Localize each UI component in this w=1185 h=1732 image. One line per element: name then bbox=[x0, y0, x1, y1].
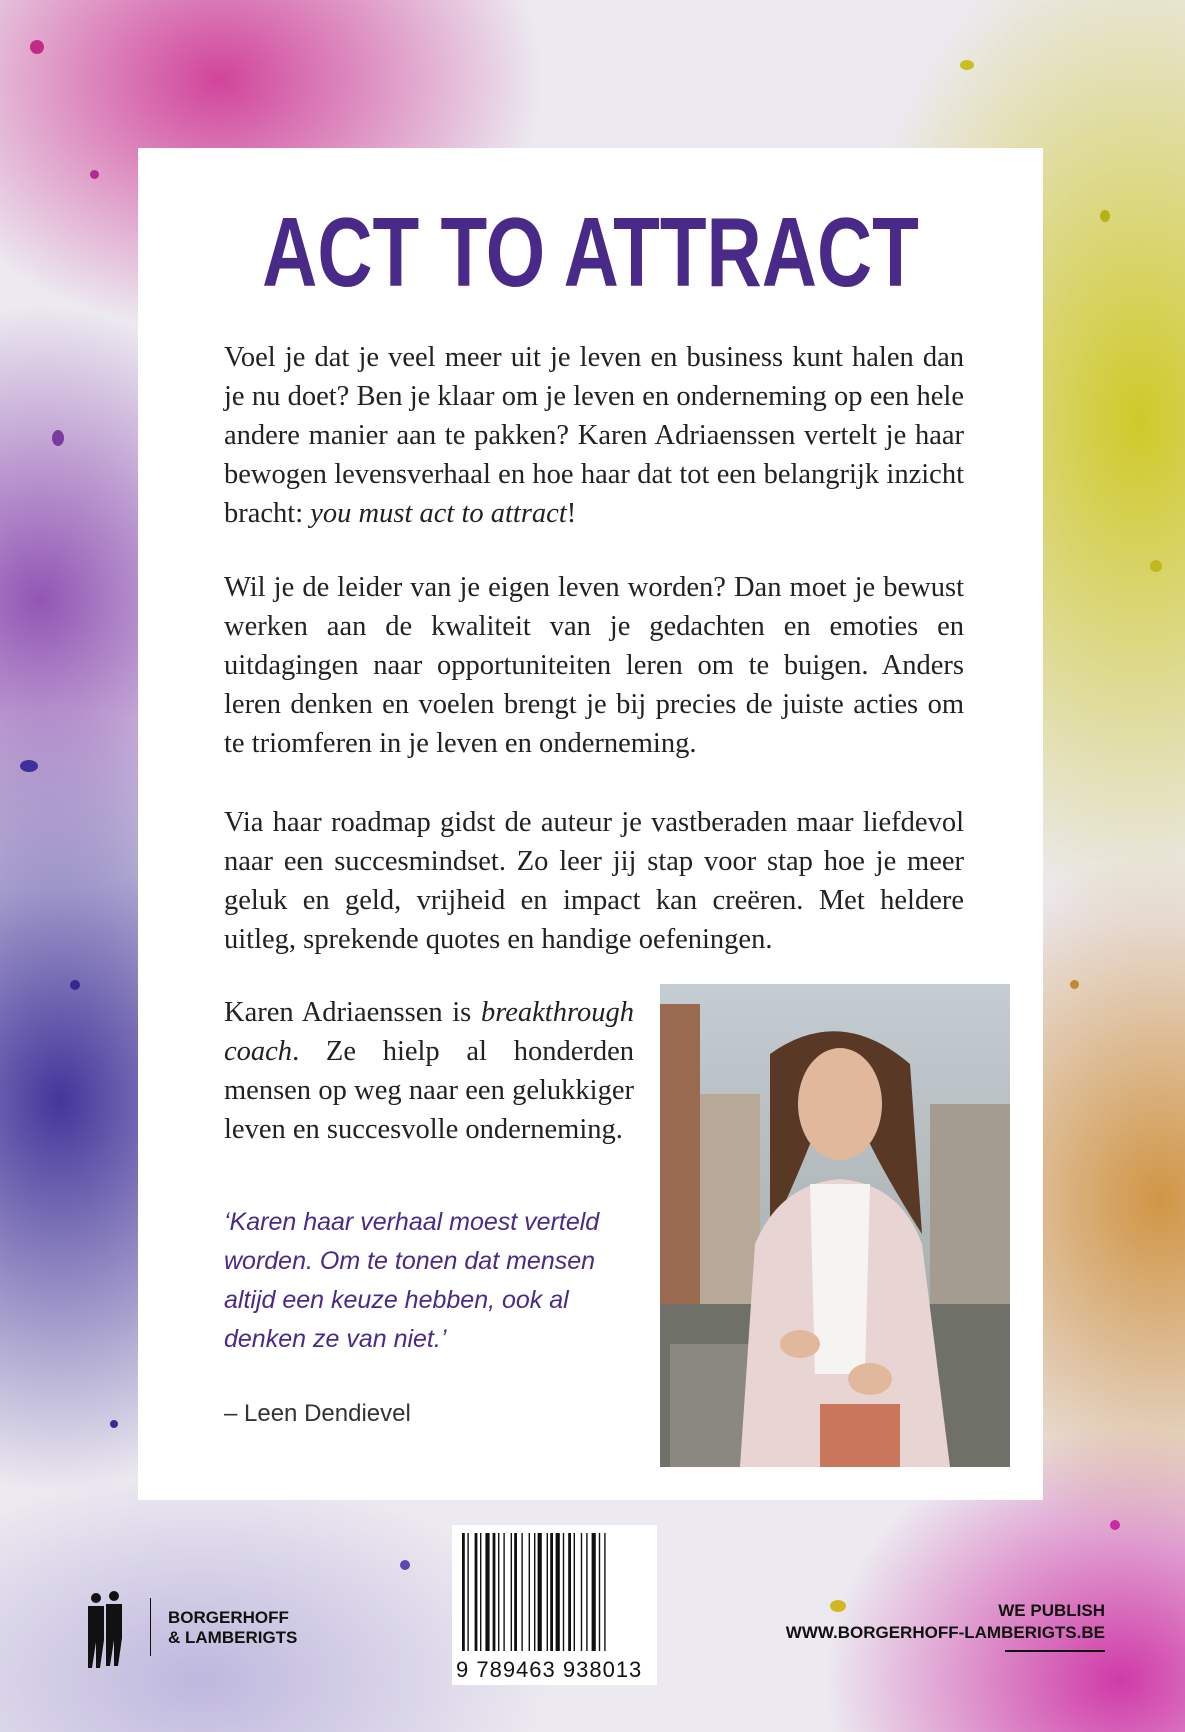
website-underline bbox=[1005, 1650, 1105, 1652]
walking-figures-icon bbox=[80, 1590, 140, 1670]
publisher-name: BORGERHOFF & LAMBERIGTS bbox=[168, 1608, 298, 1647]
barcode-bars bbox=[460, 1533, 650, 1651]
author-bio bbox=[224, 993, 634, 1149]
blurb-emphasis: you must act to attract bbox=[310, 498, 567, 529]
bio-emphasis: breakthrough coach bbox=[224, 997, 634, 1067]
website-link[interactable]: WWW.BORGERHOFF-LAMBERIGTS.BE bbox=[785, 1623, 1105, 1642]
blurb-text: Voel je dat je veel meer uit je leven en business kunt halen dan je nu doet? Ben je klaar om je leven en onderneming op een hele andere manier aan te pakken? Karen Adriaenssen vertelt je haar bewogen levensverhaal en hoe haar dat tot een belangrijk inzicht bracht: bbox=[224, 342, 964, 529]
blurb-paragraph-3: Via haar roadmap gidst de auteur je vastberaden maar liefdevol naar een succesmindset. Zo leer jij stap voor stap hoe je meer geluk en geld, vrijheid en impact kan creëren. Met heldere uitleg, sprekende quotes en handige oefeningen. bbox=[224, 807, 964, 955]
blurb-text-end: ! bbox=[566, 498, 577, 529]
isbn-number: 9 789463 938013 bbox=[456, 1657, 643, 1682]
blurb-paragraph-1 bbox=[224, 338, 964, 533]
publisher-slogan bbox=[786, 1600, 1105, 1644]
isbn-barcode bbox=[452, 1525, 657, 1685]
bio-text: Karen Adriaenssen is bbox=[224, 997, 481, 1028]
we-publish-text: WE PUBLISH bbox=[998, 1601, 1105, 1620]
logo-divider bbox=[150, 1598, 151, 1656]
back-cover-panel bbox=[138, 148, 1043, 1500]
book-title: ACT TO ATTRACT bbox=[262, 197, 919, 307]
blurb-paragraph-2: Wil je de leider van je eigen leven worden? Dan moet je bewust werken aan de kwaliteit van je gedachten en emoties en uitdagingen naar opportuniteiten leren om te buigen. Anders leren denken en voelen brengt je bij precies de juiste acties om te triomferen in je leven en onderneming. bbox=[224, 572, 964, 759]
author-photo bbox=[660, 984, 1010, 1467]
quote-attribution: – Leen Dendievel bbox=[224, 1400, 411, 1427]
bio-text-end: . Ze hielp al honderden mensen op weg naar een gelukkiger leven en succesvolle onderneming. bbox=[224, 1036, 634, 1145]
endorsement-quote: ‘Karen haar verhaal moest verteld worden. Om te tonen dat mensen altijd een keuze hebben, ook al denken ze van niet.’ bbox=[224, 1208, 600, 1353]
